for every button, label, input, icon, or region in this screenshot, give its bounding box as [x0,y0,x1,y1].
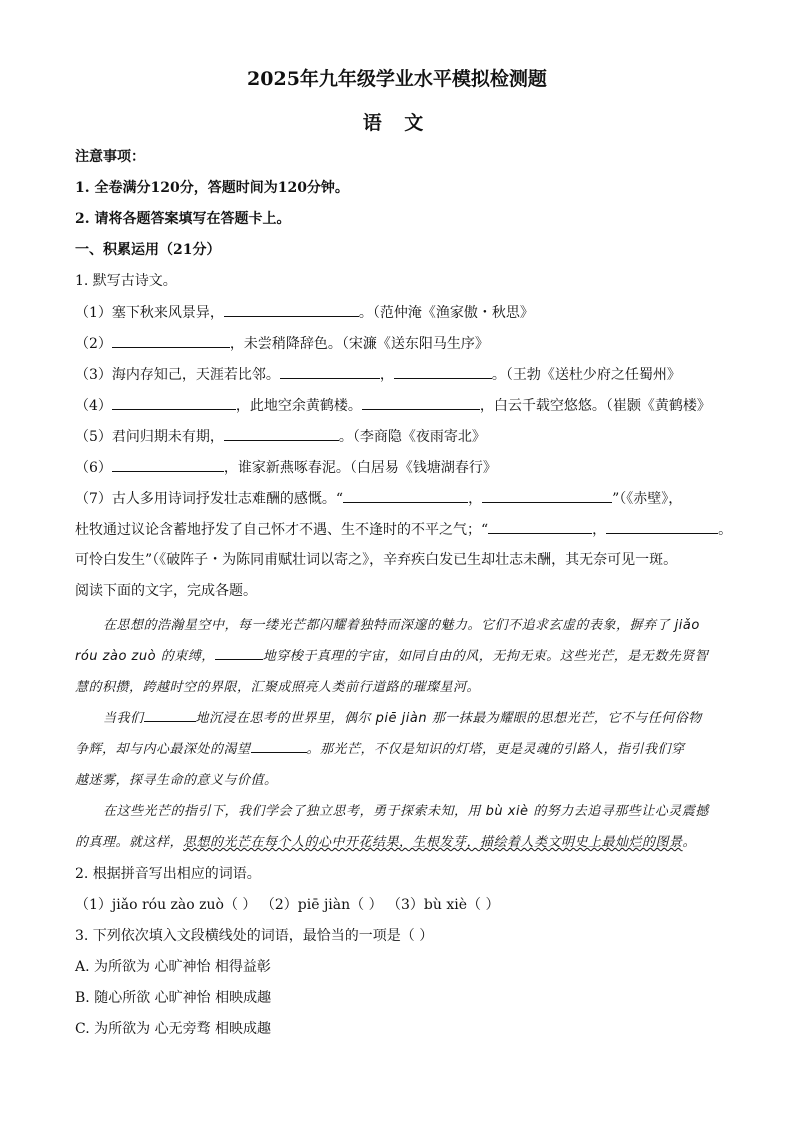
section-heading: 一、积累运用（21分） [75,242,221,258]
answer-blank[interactable] [112,395,236,410]
pinyin-text: róu zào zuò 的束缚， [75,649,215,664]
answer-blank[interactable] [112,333,230,348]
passage-p1-line1: 在思想的浩瀚星空中，每一缕光芒都闪耀着独特而深邃的魅力。它们不追求玄虚的表象，摒弃了 jiǎo [103,618,700,633]
q1-6-text-b: ，谁家新燕啄春泥。（白居易《钱塘湖春行》 [223,460,497,476]
passage-text: 当我们 [103,711,144,726]
q1-3-text-b: ， [379,367,394,383]
question-3-title: 3. 下列依次填入文段横线处的词语，最恰当的一项是（ ） [75,928,434,944]
q1-6-text-a: （6） [75,460,112,476]
answer-blank[interactable] [394,364,492,379]
q1-7-text-e: ， [592,522,607,538]
q1-item-7-end: 可怜白发生”（《破阵子・为陈同甫赋壮词以寄之》，辛弃疾白发已生却壮志未酬，其无奈可见一斑。 [75,552,678,568]
q1-4-text-a: （4） [75,398,112,414]
q1-7-text-c: ”（《赤壁》， [612,491,683,507]
option-a[interactable]: A. 为所欲为 心旷神怡 相得益彰 [75,959,271,975]
q1-item-3 [75,364,681,385]
q1-5-text-b: 。（李商隐《夜雨寄北》 [338,429,486,445]
passage-text: 。 [682,835,697,850]
q1-item-4 [75,395,711,416]
passage [75,610,725,858]
q1-item-5 [75,426,486,447]
q1-item-2 [75,333,489,354]
notes-item-1: 1. 全卷满分120分，答题时间为120分钟。 [75,180,349,196]
q1-item-1 [75,302,534,323]
passage-blank-2[interactable] [144,709,196,722]
exam-title: 2025年九年级学业水平模拟检测题 [247,68,547,90]
passage-p2-line3: 越迷雾，探寻生命的意义与价值。 [75,773,278,788]
answer-blank[interactable] [224,302,359,317]
passage-p1-line3: 慧的积攒，跨越时空的界限，汇聚成照亮人类前行道路的璀璨星河。 [75,680,481,695]
subject-title: 语 文 [362,112,432,134]
option-c[interactable]: C. 为所欲为 心无旁骛 相映成趣 [75,1021,272,1037]
q1-1-text-b: 。（范仲淹《渔家傲・秋思》 [358,305,534,321]
answer-blank[interactable] [482,488,612,503]
q1-1-text-a: （1）塞下秋来风景异， [75,305,224,321]
answer-blank[interactable] [362,395,480,410]
notes-heading: 注意事项： [75,149,145,165]
passage-p2-line1 [75,703,725,734]
notes-item-2: 2. 请将各题答案填写在答题卡上。 [75,211,291,227]
question-2-title: 2. 根据拼音写出相应的词语。 [75,866,261,882]
answer-blank[interactable] [488,519,592,534]
passage-text: 。那光芒，不仅是知识的灯塔，更是灵魂的引路人，指引我们穿 [306,742,685,757]
q1-7-text-f: 。 [718,522,733,538]
passage-text: 地沉浸在思考的世界里，偶尔 piē jiàn 那一抹最为耀眼的思想光芒，它不与任何俗物 [195,711,702,726]
passage-text: 争辉，却与内心最深处的渴望 [75,742,251,757]
reading-intro: 阅读下面的文字，完成各题。 [75,583,257,599]
q1-7-text-d: 杜牧通过议论含蓄地抒发了自己怀才不遇、生不逢时的不平之气；“ [75,522,489,538]
q1-5-text-a: （5）君问归期未有期， [75,429,224,445]
passage-blank-1[interactable] [215,647,263,660]
answer-blank[interactable] [112,457,224,472]
passage-p3-line2 [75,827,725,858]
passage-text: 的真理。就这样， [75,835,184,850]
question-1-title: 1. 默写古诗文。 [75,273,177,289]
answer-blank[interactable] [606,519,718,534]
q1-2-text-b: ，未尝稍降辞色。（宋濂《送东阳马生序》 [229,336,489,352]
underlined-sentence: 思想的光芒在每个人的心中开花结果，生根发芽，描绘着人类文明史上最灿烂的图景 [183,835,683,850]
q1-item-6 [75,457,497,478]
q1-7-text-b: ， [468,491,483,507]
passage-p3-line1: 在这些光芒的指引下，我们学会了独立思考，勇于探索未知，用 bù xiè 的努力去追寻那些让心灵震撼 [103,804,709,819]
q1-4-text-c: ，白云千载空悠悠。（崔颢《黄鹤楼》 [479,398,711,414]
answer-blank[interactable] [224,426,339,441]
q1-3-text-c: 。（王勃《送杜少府之任蜀州》 [491,367,681,383]
passage-p1-line2 [75,641,725,672]
answer-blank[interactable] [343,488,468,503]
option-b[interactable]: B. 随心所欲 心旷神怡 相映成趣 [75,990,272,1006]
question-2-options: （1）jiǎo róu zào zuò（ ） （2）piē jiàn（ ） （3）bù xiè（ ） [75,897,500,913]
q1-4-text-b: ，此地空余黄鹤楼。 [235,398,362,414]
q1-7-text-a: （7）古人多用诗词抒发壮志难酬的感慨。“ [75,491,344,507]
q1-2-text-a: （2） [75,336,112,352]
q1-item-7 [75,488,682,509]
q1-item-7-cont [75,519,732,540]
passage-text: 地穿梭于真理的宇宙，如同自由的风，无拘无束。这些光芒，是无数先贤智 [262,649,709,664]
passage-p2-line2 [75,734,725,765]
passage-blank-3[interactable] [251,740,307,753]
q1-3-text-a: （3）海内存知己，天涯若比邻。 [75,367,280,383]
answer-blank[interactable] [280,364,380,379]
